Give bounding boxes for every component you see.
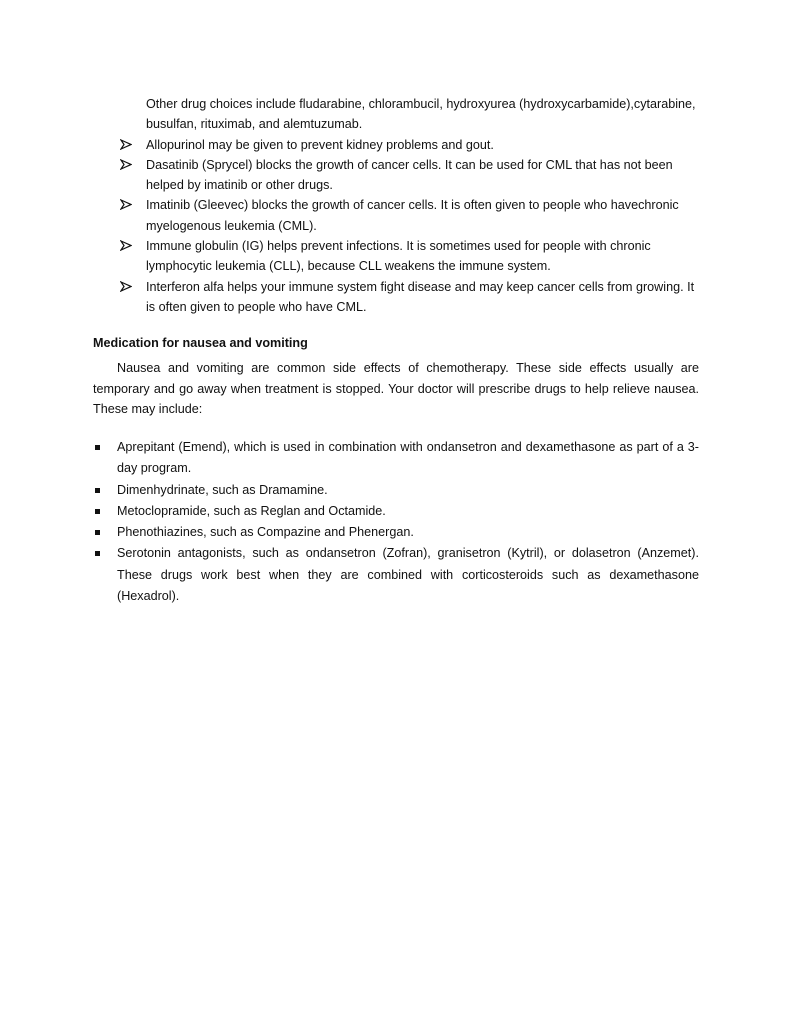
list-item-text: Metoclopramide, such as Reglan and Octamide. bbox=[117, 503, 386, 518]
list-item bbox=[93, 480, 699, 501]
arrow-bullet-icon bbox=[120, 236, 134, 256]
list-item bbox=[116, 155, 706, 196]
nausea-drug-list bbox=[93, 437, 699, 607]
square-bullet-icon bbox=[95, 509, 100, 514]
list-item bbox=[93, 522, 699, 543]
list-item-text: Dimenhydrinate, such as Dramamine. bbox=[117, 482, 328, 497]
arrow-bullet-icon bbox=[120, 155, 134, 175]
list-item bbox=[116, 236, 706, 277]
list-item-text: Allopurinol may be given to prevent kidney problems and gout. bbox=[146, 137, 494, 152]
list-item-text: Imatinib (Gleevec) blocks the growth of cancer cells. It is often given to people who havechronic myelogenous leukemia (CML). bbox=[146, 198, 679, 233]
drug-arrow-list bbox=[116, 94, 706, 317]
list-continuation: Other drug choices include fludarabine, chlorambucil, hydroxyurea (hydroxycarbamide),cytarabine, busulfan, rituximab, and alemtuzumab. bbox=[146, 97, 696, 132]
list-item bbox=[93, 437, 699, 480]
list-item bbox=[116, 277, 706, 318]
square-bullet-icon bbox=[95, 445, 100, 450]
square-bullet-icon bbox=[95, 551, 100, 556]
list-item-text: Aprepitant (Emend), which is used in combination with ondansetron and dexamethasone as part of a 3-day program. bbox=[117, 440, 699, 476]
list-item-text: Serotonin antagonists, such as ondansetron (Zofran), granisetron (Kytril), or dolasetron (Anzemet). These drugs work best when they are combined with corticosteroids such as dexamethasone (Hexadrol). bbox=[117, 546, 699, 604]
list-item bbox=[93, 543, 699, 607]
arrow-bullet-icon bbox=[120, 277, 134, 297]
arrow-bullet-icon bbox=[120, 195, 134, 215]
section-heading: Medication for nausea and vomiting bbox=[93, 336, 308, 350]
list-item-text: Immune globulin (IG) helps prevent infections. It is sometimes used for people with chronic lymphocytic leukemia (CLL), because CLL weakens the immune system. bbox=[146, 239, 651, 274]
list-item-text: Interferon alfa helps your immune system fight disease and may keep cancer cells from growing. It is often given to people who have CML. bbox=[146, 279, 695, 314]
arrow-bullet-icon bbox=[120, 135, 134, 155]
list-item-text: Phenothiazines, such as Compazine and Phenergan. bbox=[117, 525, 414, 540]
section-paragraph: Nausea and vomiting are common side effects of chemotherapy. These side effects usually are temporary and go away when treatment is stopped. Your doctor will prescribe drugs to help relieve nausea. These may include: bbox=[93, 361, 699, 417]
square-bullet-icon bbox=[95, 488, 100, 493]
list-item bbox=[116, 195, 706, 236]
square-bullet-icon bbox=[95, 530, 100, 535]
list-item bbox=[116, 135, 706, 155]
list-item-text: Dasatinib (Sprycel) blocks the growth of cancer cells. It can be used for CML that has not been helped by imatinib or other drugs. bbox=[146, 157, 673, 193]
list-item bbox=[93, 501, 699, 522]
